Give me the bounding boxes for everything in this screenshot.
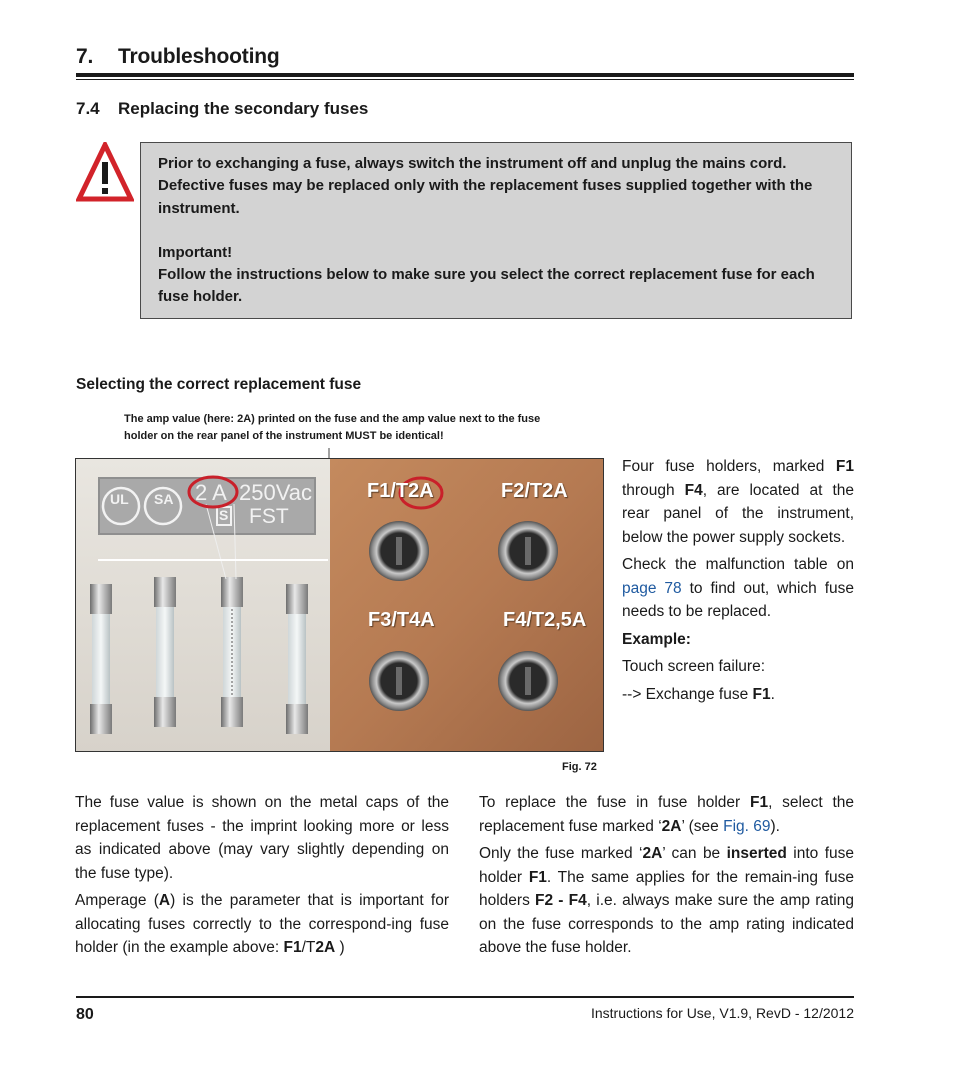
warning-instruction: Follow the instructions below to make sure you select the correct replacement fuse for each fuse holder. (158, 266, 815, 306)
figure-side-text (622, 455, 854, 710)
imprint-voltage: 250Vac (239, 480, 312, 505)
holder-label-f3: F3/T4A (368, 609, 435, 631)
text: to find out, which fuse needs to be replaced. (622, 579, 854, 620)
paragraph (622, 683, 854, 707)
imprint-code: FST (249, 505, 289, 528)
header-rule-thin (76, 79, 854, 80)
paragraph: The fuse value is shown on the metal caps of the replacement fuses - the imprint looking more or less as indicated above (may vary slightly depending on the fuse type). (75, 794, 449, 882)
imprint-s: S (219, 507, 229, 523)
holder-label-f2: F2/T2A (501, 480, 568, 502)
text-bold: F1 (528, 868, 547, 886)
text-bold: F2 - F4 (535, 892, 587, 909)
figure-caption: The amp value (here: 2A) printed on the fuse and the amp value next to the fuse holder on the rear panel of the instrument MUST be identical! (124, 413, 541, 442)
fuse-2 (154, 577, 176, 727)
right-column (479, 791, 854, 964)
imprint-sa: SA (154, 491, 174, 507)
chapter-title: Troubleshooting (118, 45, 280, 68)
text: ’ can be (662, 845, 727, 862)
text-bold: 2A (642, 845, 663, 862)
text-bold: A (158, 892, 171, 909)
chapter-heading (76, 45, 279, 69)
paragraph (75, 889, 449, 960)
text: , are located at the rear panel of the instrument, below the power supply sockets. (622, 481, 854, 546)
page-number: 80 (76, 1006, 94, 1023)
header-rule (76, 73, 854, 77)
fuse-1 (90, 584, 112, 734)
figure-fuses (75, 458, 604, 752)
paragraph (622, 455, 854, 549)
text: --> Exchange fuse (622, 685, 753, 703)
section-title: Replacing the secondary fuses (118, 99, 369, 118)
paragraph: Touch screen failure: (622, 658, 766, 675)
warning-important: Important! (158, 243, 233, 261)
fig-69-link[interactable]: Fig. 69 (723, 817, 771, 835)
holder-label-f4: F4/T2,5A (503, 609, 587, 631)
paragraph (479, 842, 854, 960)
text: /T (301, 939, 316, 956)
text: Only the fuse marked ‘ (479, 845, 643, 862)
section-number: 7.4 (76, 99, 100, 118)
paragraph (479, 791, 854, 838)
subheading: Selecting the correct replacement fuse (76, 376, 362, 393)
text-bold: F1 (752, 685, 771, 703)
text-bold: inserted (726, 845, 787, 862)
text: ’ (see (681, 817, 724, 835)
footer-doc-info: Instructions for Use, V1.9, RevD - 12/2012 (590, 1005, 854, 1021)
warning-text: Prior to exchanging a fuse, always switch the instrument off and unplug the mains cord. Defective fuses may be replaced only with the replacement fuses supplied together with the instrument. (158, 155, 813, 217)
text-bold: 2A (661, 817, 682, 835)
footer-rule (76, 996, 854, 998)
left-column (75, 791, 449, 964)
text: Check the malfunction table on (622, 556, 854, 573)
text-bold: Example: (622, 630, 691, 648)
text: ). (770, 817, 780, 835)
text: , i.e. always make sure the amp rating on the fuse corresponds to the amp rating indicated above the fuse holder. (479, 892, 854, 956)
text-bold: F4 (684, 481, 703, 499)
text: ) is the parameter that is important for allocating fuses correctly to the correspond-ing fuse holder (in the example above: (75, 892, 449, 956)
text: ) (335, 939, 345, 956)
imprint-amp: 2 A (195, 480, 227, 505)
warning-triangle-icon (76, 142, 134, 202)
text: To replace the fuse in fuse holder (479, 794, 750, 811)
holder-label-f1: F1/T2A (367, 480, 434, 502)
text: through (622, 481, 685, 499)
text-bold: F1 (749, 794, 769, 811)
fuse-4 (286, 584, 308, 734)
text: Four fuse holders, marked (622, 458, 836, 475)
fuse-3 (221, 577, 243, 727)
text: . The same applies for the remain-ing fuse holders (479, 868, 854, 909)
text-bold: F1 (835, 458, 854, 475)
text-bold: F1 (283, 939, 302, 956)
warning-box (140, 142, 852, 319)
fuse-holder-f3 (369, 651, 429, 711)
text: , select the replacement fuse marked ‘ (479, 794, 854, 835)
text: . (770, 685, 775, 703)
section-heading (76, 99, 368, 119)
fuse-holder-f4 (498, 651, 558, 711)
imprint-ul: UL (110, 491, 129, 507)
paragraph (622, 553, 854, 624)
text: into fuse holder (479, 845, 854, 886)
fuse-holder-f1 (369, 521, 429, 581)
example-label (622, 628, 854, 652)
text-bold: 2A (315, 939, 336, 956)
chapter-number: 7. (76, 45, 94, 68)
figure-label: Fig. 72 (562, 761, 597, 773)
page-78-link[interactable]: page 78 (622, 579, 682, 597)
fuse-holder-f2 (498, 521, 558, 581)
text: Amperage ( (75, 892, 159, 909)
